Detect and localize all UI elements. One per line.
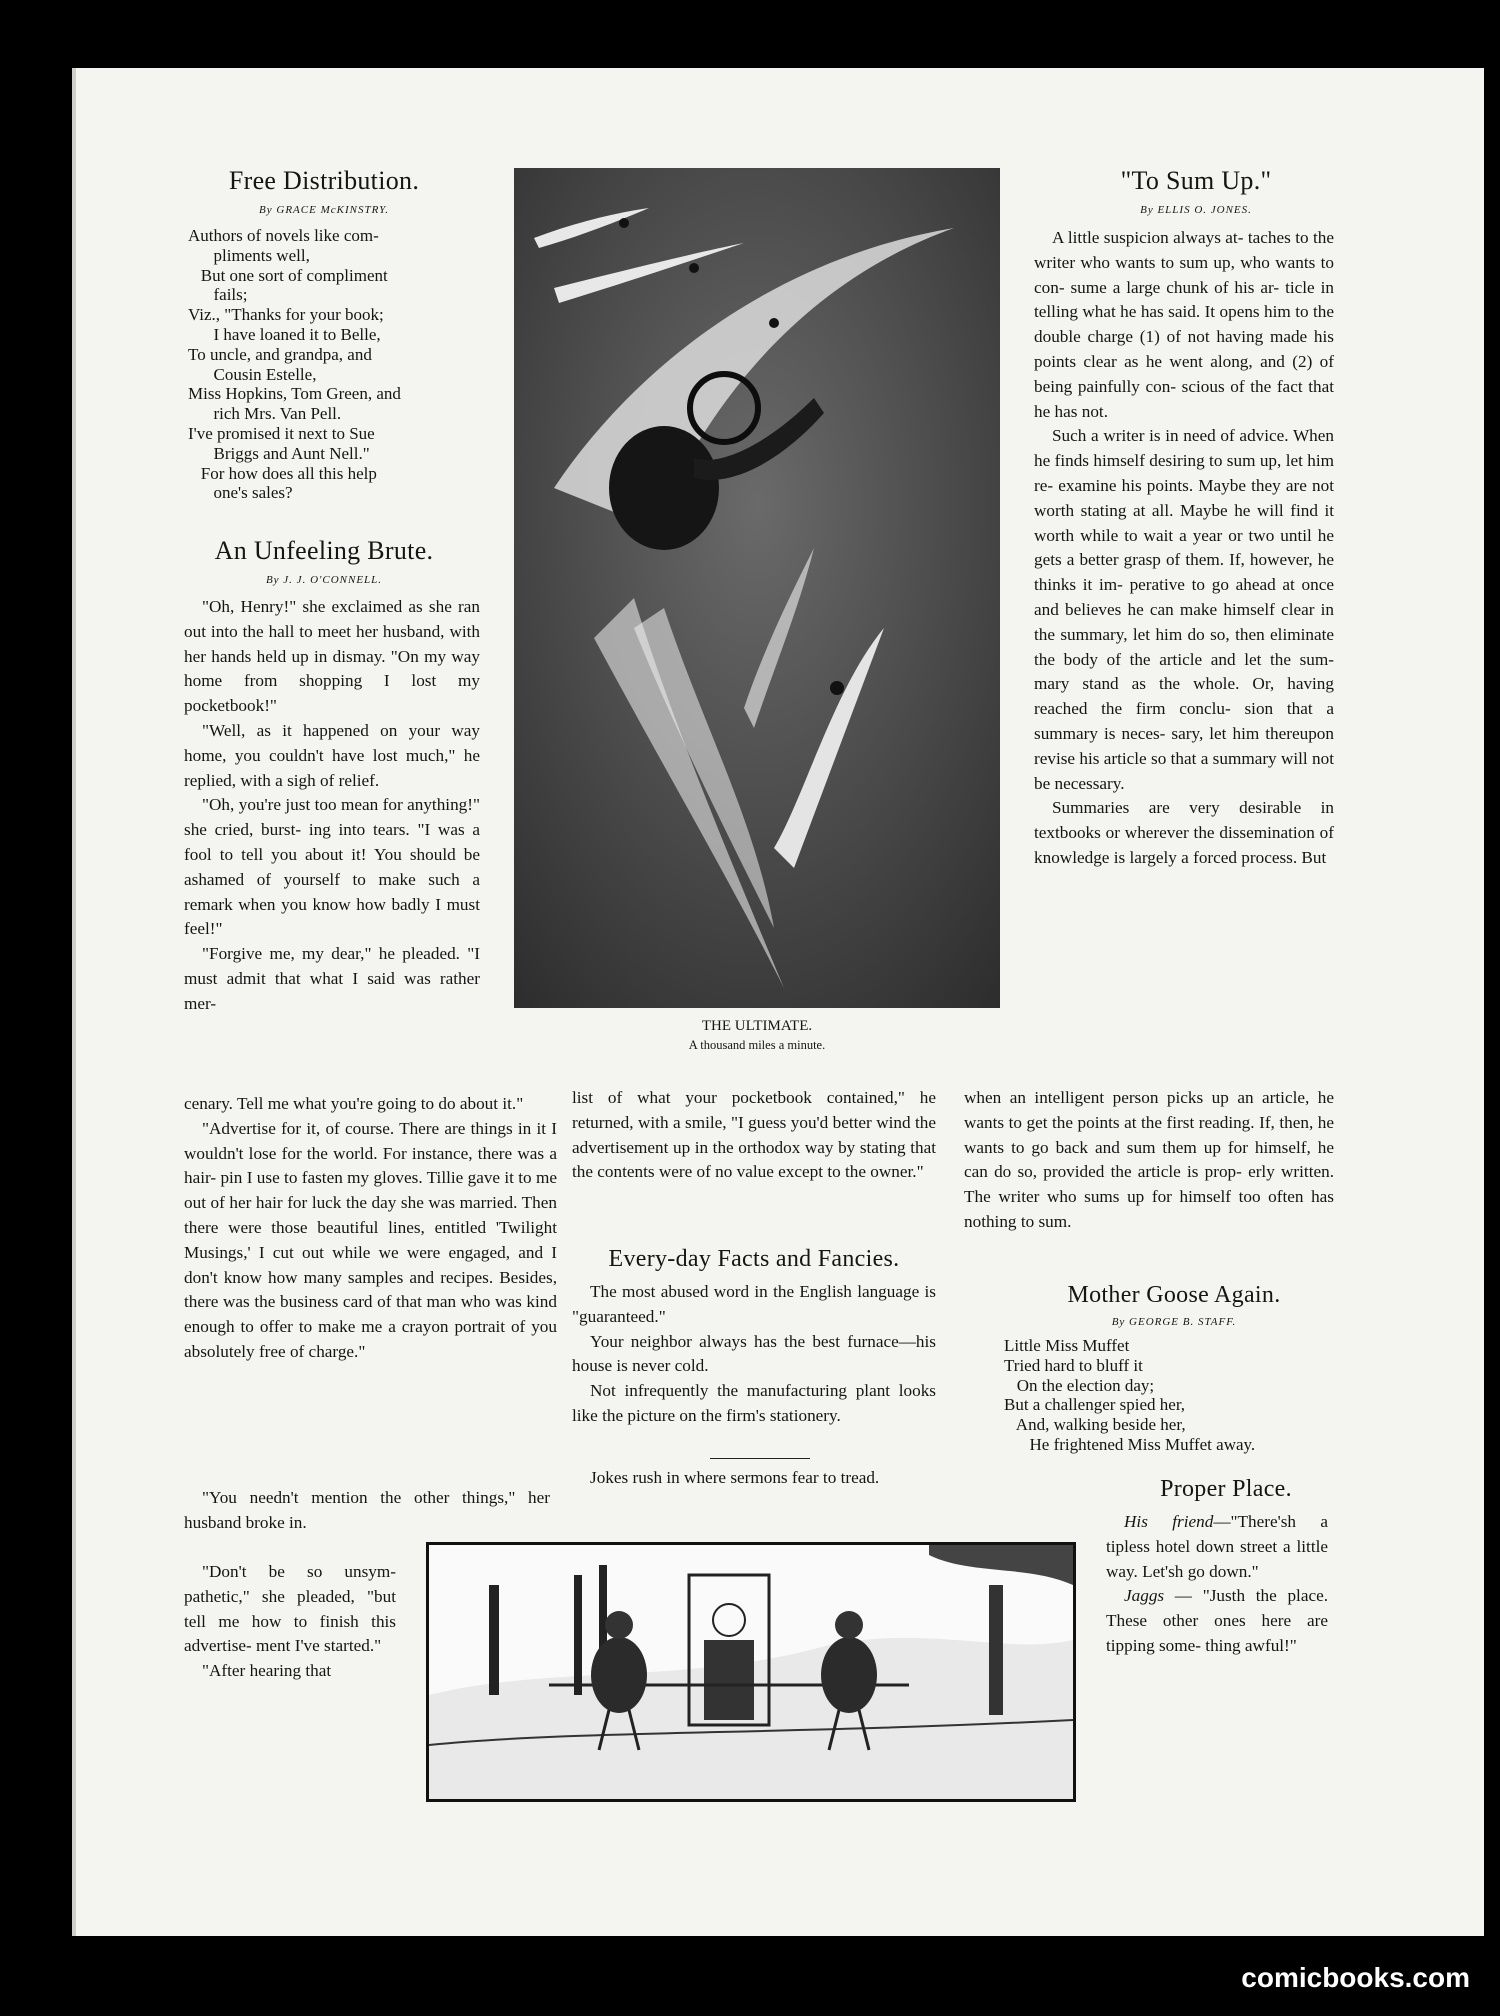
facts-paragraph: Not infrequently the manufacturing plant looks like the picture on the firm's stationery.: [572, 1381, 936, 1425]
brute-paragraph: "Don't be so unsym- pathetic," she pleaded, "but tell me how to finish this advertise- ment I've started.": [184, 1562, 396, 1656]
poem-line: Authors of novels like com-: [188, 226, 379, 245]
brute-paragraph: "Forgive me, my dear," he pleaded. "I must admit that what I said was rather mer-: [184, 944, 480, 1013]
poem-line: He frightened Miss Muffet away.: [1004, 1434, 1256, 1454]
poem-line: Cousin Estelle,: [188, 364, 317, 384]
ultimate-illustration: [514, 168, 1000, 1008]
speaker-label: His friend: [1124, 1512, 1214, 1531]
poem-line: But a challenger spied her,: [1004, 1395, 1186, 1415]
section-divider: [710, 1458, 810, 1459]
facts-paragraph: Jokes rush in where sermons fear to tread.: [590, 1468, 880, 1487]
facts-paragraph: The most abused word in the English language is "guaranteed.": [572, 1282, 936, 1326]
poem-line: And, walking beside her,: [1004, 1415, 1186, 1435]
dialogue-text: — "Justh the place. These other ones here are tipping some- thing awful!": [1106, 1586, 1328, 1655]
mother-goose-byline: By GEORGE B. STAFF.: [1111, 1316, 1237, 1328]
brute-paragraph: list of what your pocketbook contained," he returned, with a smile, "I guess you'd better wind the advertisement up in the orthodox way by stating that the contents were of no value except to the owner.": [572, 1088, 936, 1182]
poem-line: rich Mrs. Van Pell.: [188, 404, 342, 424]
proper-paragraph: [1106, 1510, 1328, 1584]
sum-paragraph: Such a writer is in need of advice. When he finds himself desiring to sum up, let him re- examine his points. Maybe they are not worth stating at all. Maybe he will find it worth while to wait a year or two until he gets a better grasp of them. If, however, he thinks it im- perative to go ahead at once and believes he can make himself clear in the summary, let him do so, then eliminate the body of the article and let the sum- mary stand as the whole. Or, having reached the firm conclu- sion that a summary is neces- sary, let him thereupon revise his article so that a summary will not be necessary.: [1034, 426, 1334, 793]
unfeeling-brute-column-narrow: [184, 1560, 396, 1684]
facts-paragraph: Your neighbor always has the best furnace—his house is never cold.: [572, 1331, 936, 1376]
sedan-chair-cartoon: [426, 1542, 1076, 1802]
poem-line: I've promised it next to Sue: [188, 423, 375, 443]
proper-paragraph: [1106, 1584, 1328, 1658]
poem-line: On the election day;: [1004, 1375, 1155, 1395]
poem-line: Little Miss Muffet: [1004, 1336, 1130, 1355]
brute-paragraph: "After hearing that: [202, 1661, 332, 1681]
mother-goose-title: Mother Goose Again.: [1067, 1282, 1281, 1308]
facts-fancies-title: Every-day Facts and Fancies.: [608, 1246, 900, 1272]
illustration-subcaption: A thousand miles a minute.: [688, 1038, 826, 1052]
free-distribution-byline: By GRACE McKINSTRY.: [259, 204, 389, 216]
poem-line: For how does all this help: [188, 463, 377, 483]
brute-paragraph: "You needn't mention the other things," her husband broke in.: [184, 1488, 550, 1532]
speed-streaks-image: [514, 168, 1000, 1008]
facts-fancies-column: [572, 1280, 936, 1429]
site-watermark: comicbooks.com: [1241, 1962, 1470, 1993]
unfeeling-brute-byline: By J. J. O'CONNELL.: [265, 574, 383, 586]
sum-paragraph: A little suspicion always at- taches to the writer who wants to sum up, who wants to con- sume a large chunk of his ar- ticle in telling what he has said. It opens him to the double charge (1) of not having made his points clear as he went along, and (2) of being painfully con- scious of the fact that he has not.: [1034, 228, 1334, 421]
unfeeling-brute-column: [184, 595, 480, 1017]
poem-line: one's sales?: [188, 483, 293, 503]
to-sum-up-column: [1034, 226, 1334, 871]
to-sum-up-column-wide: [964, 1086, 1334, 1235]
poem-line: pliments well,: [188, 245, 310, 265]
poem-line: To uncle, and grandpa, and: [188, 344, 372, 364]
facts-fancies-joke: [572, 1466, 936, 1491]
brute-paragraph: "Well, as it happened on your way home, you couldn't have lost much," he replied, with a sigh of relief.: [184, 720, 480, 790]
poem-line: Viz., "Thanks for your book;: [188, 305, 384, 325]
sum-paragraph: Summaries are very desirable in textbooks or wherever the dissemination of knowledge is largely a forced process. But: [1034, 798, 1334, 867]
poem-line: But one sort of compliment: [188, 265, 388, 285]
sum-paragraph: when an intelligent person picks up an article, he wants to get the points at the first reading. If, then, he wants to go back and sum them up for himself, he can do so, provided the article is prop- erly written. The writer who sums up for himself too often has nothing to sum.: [964, 1088, 1334, 1231]
illustration-caption: THE ULTIMATE.: [701, 1018, 813, 1034]
speaker-label: Jaggs: [1124, 1586, 1165, 1606]
brute-paragraph: cenary. Tell me what you're going to do about it.": [184, 1094, 524, 1113]
proper-place-title: Proper Place.: [1160, 1476, 1292, 1502]
brute-continuation: [572, 1086, 936, 1185]
poem-line: fails;: [188, 285, 248, 305]
brute-paragraph: "Advertise for it, of course. There are things in it I wouldn't lose for the world. For instance, there was a hair- pin I use to fasten my gloves. Tillie gave it to me out of her hair for luck the day she was married. Then there were those beautiful lines, entitled 'Twilight Musings,' I cut out while we were engaged, and I don't know how many samples and recipes. Besides, there was the business card of that man who was kind enough to offer to make me a crayon portrait of you absolutely free of charge.": [184, 1118, 557, 1361]
brute-paragraph: "Oh, you're just too mean for anything!" she cried, burst- ing into tears. "I was a fool to tell you about it! You should be ashamed of yourself to make such a remark when you know how badly I must feel!": [184, 795, 480, 939]
poem-line: Miss Hopkins, Tom Green, and: [188, 384, 401, 404]
magazine-page: [72, 68, 1484, 1936]
cartoon-image: [429, 1545, 1073, 1799]
poem-line: I have loaned it to Belle,: [188, 324, 381, 344]
to-sum-up-byline: By ELLIS O. JONES.: [1140, 204, 1252, 216]
free-distribution-poem: [188, 226, 478, 503]
proper-place-column: [1106, 1510, 1328, 1659]
unfeeling-brute-title: An Unfeeling Brute.: [214, 536, 434, 565]
unfeeling-brute-column-wide: [184, 1092, 557, 1365]
to-sum-up-title: "To Sum Up.": [1120, 166, 1272, 195]
dialogue-text: —"There'sh a tipless hotel down street a little way. Let'sh go down.": [1106, 1512, 1328, 1581]
poem-line: Tried hard to bluff it: [1004, 1355, 1143, 1375]
free-distribution-title: Free Distribution.: [228, 166, 420, 195]
unfeeling-brute-column-wide-2: [184, 1486, 550, 1536]
brute-paragraph: "Oh, Henry!" she exclaimed as she ran out into the hall to meet her husband, with her hands held up in dismay. "On my way home from shopping I lost my pocketbook!": [184, 597, 480, 716]
mother-goose-poem: [1004, 1336, 1344, 1455]
poem-line: Briggs and Aunt Nell.": [188, 443, 370, 463]
